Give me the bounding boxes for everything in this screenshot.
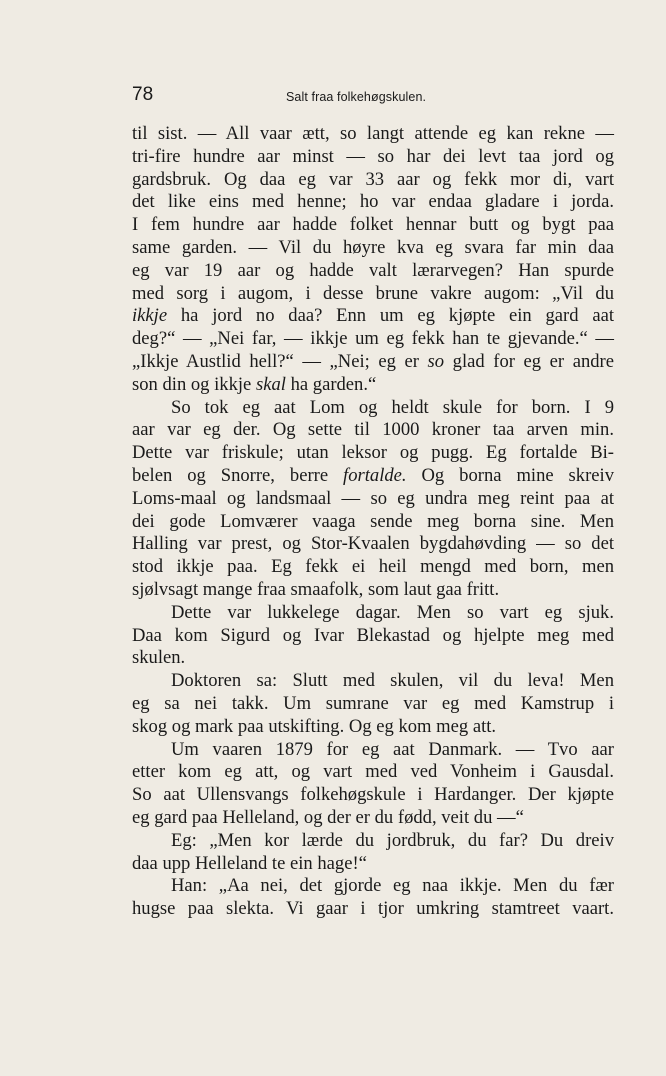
text-line: Halling var prest, og Stor-Kvaalen bygdahøvding — so det bbox=[132, 533, 614, 555]
text-line: eg var 19 aar og hadde valt lærarvegen? Han spurde bbox=[132, 259, 614, 281]
text-line: Um vaaren 1879 for eg aat Danmark. — Tvo aar bbox=[171, 738, 614, 760]
text-fragment: glad for eg er andre bbox=[444, 350, 614, 372]
text-line: med sorg i augom, i desse brune vakre augom: „Vil du bbox=[132, 282, 614, 304]
text-line: stod ikkje paa. Eg fekk ei heil mengd med born, men bbox=[132, 556, 614, 578]
text-fragment: Og borna mine skreiv bbox=[406, 464, 614, 486]
emphasized-word: so bbox=[427, 350, 445, 372]
text-line: Eg: „Men kor lærde du jordbruk, du far? Du dreiv bbox=[171, 829, 614, 851]
running-title: Salt fraa folkehøgskulen. bbox=[286, 90, 427, 104]
text-line: Daa kom Sigurd og Ivar Blekastad og hjelpte meg med bbox=[132, 624, 614, 646]
text-line: daa upp Helleland te ein hage!“ bbox=[132, 852, 367, 874]
text-line: gardsbruk. Og daa eg var 33 aar og fekk mor di, vart bbox=[132, 168, 614, 190]
emphasized-word: skal bbox=[255, 373, 286, 395]
text-line bbox=[132, 305, 614, 328]
text-fragment: belen og Snorre, berre bbox=[132, 464, 344, 486]
text-fragment: son din og ikkje bbox=[132, 373, 256, 395]
text-line: Han: „Aa nei, det gjorde eg naa ikkje. Men du fær bbox=[171, 875, 614, 897]
text-line: aar var eg der. Og sette til 1000 kroner taa arven min. bbox=[132, 419, 614, 441]
text-fragment: ha jord no daa? Enn um eg kjøpte ein gard aat bbox=[167, 305, 614, 327]
text-line: Dette var lukkelege dagar. Men so vart eg sjuk. bbox=[171, 601, 614, 623]
text-line: same garden. — Vil du høyre kva eg svara far min daa bbox=[132, 236, 614, 258]
text-fragment: ha garden.“ bbox=[285, 373, 377, 395]
text-line: eg gard paa Helleland, og der er du fødd, veit du —“ bbox=[132, 806, 524, 828]
emphasized-word: ikkje bbox=[132, 305, 168, 327]
text-line: eg sa nei takk. Um sumrane var eg med Kamstrup i bbox=[132, 692, 614, 714]
text-line: So tok eg aat Lom og heldt skule for born. I 9 bbox=[171, 396, 614, 418]
text-line: skog og mark paa utskifting. Og eg kom meg att. bbox=[132, 715, 497, 737]
page-header bbox=[132, 84, 614, 110]
body-text bbox=[132, 123, 614, 921]
text-line bbox=[132, 351, 614, 374]
text-line: skulen. bbox=[132, 647, 186, 669]
text-line: Dette var friskule; utan leksor og pugg. Eg fortalde Bi- bbox=[132, 442, 614, 464]
text-line: tri-fire hundre aar minst — so har dei levt taa jord og bbox=[132, 145, 614, 167]
page-number: 78 bbox=[132, 84, 154, 105]
text-fragment: „Ikkje Austlid hell?“ — „Nei; eg er bbox=[132, 350, 428, 372]
text-line: Doktoren sa: Slutt med skulen, vil du leva! Men bbox=[171, 670, 614, 692]
text-line: hugse paa slekta. Vi gaar i tjor umkring stamtreet vaart. bbox=[132, 898, 614, 920]
text-line: dei gode Lomværer vaaga sende meg borna sine. Men bbox=[132, 510, 614, 532]
text-line: sjølvsagt mange fraa smaafolk, som laut gaa fritt. bbox=[132, 578, 500, 600]
text-line bbox=[132, 465, 614, 488]
text-line: etter kom eg att, og vart med ved Vonheim i Gausdal. bbox=[132, 761, 614, 783]
text-line: I fem hundre aar hadde folket hennar butt og bygt paa bbox=[132, 214, 614, 236]
text-line: So aat Ullensvangs folkehøgskule i Hardanger. Der kjøpte bbox=[132, 784, 614, 806]
text-line: deg?“ — „Nei far, — ikkje um eg fekk han te gjevande.“ — bbox=[132, 328, 614, 350]
text-line: Loms-maal og landsmaal — so eg undra meg reint paa at bbox=[132, 487, 614, 509]
text-line bbox=[132, 374, 614, 397]
text-line: det like eins med henne; ho var endaa gladare i jorda. bbox=[132, 191, 614, 213]
emphasized-word: fortalde. bbox=[343, 464, 407, 486]
text-line: til sist. — All vaar ætt, so langt attende eg kan rekne — bbox=[132, 123, 614, 144]
